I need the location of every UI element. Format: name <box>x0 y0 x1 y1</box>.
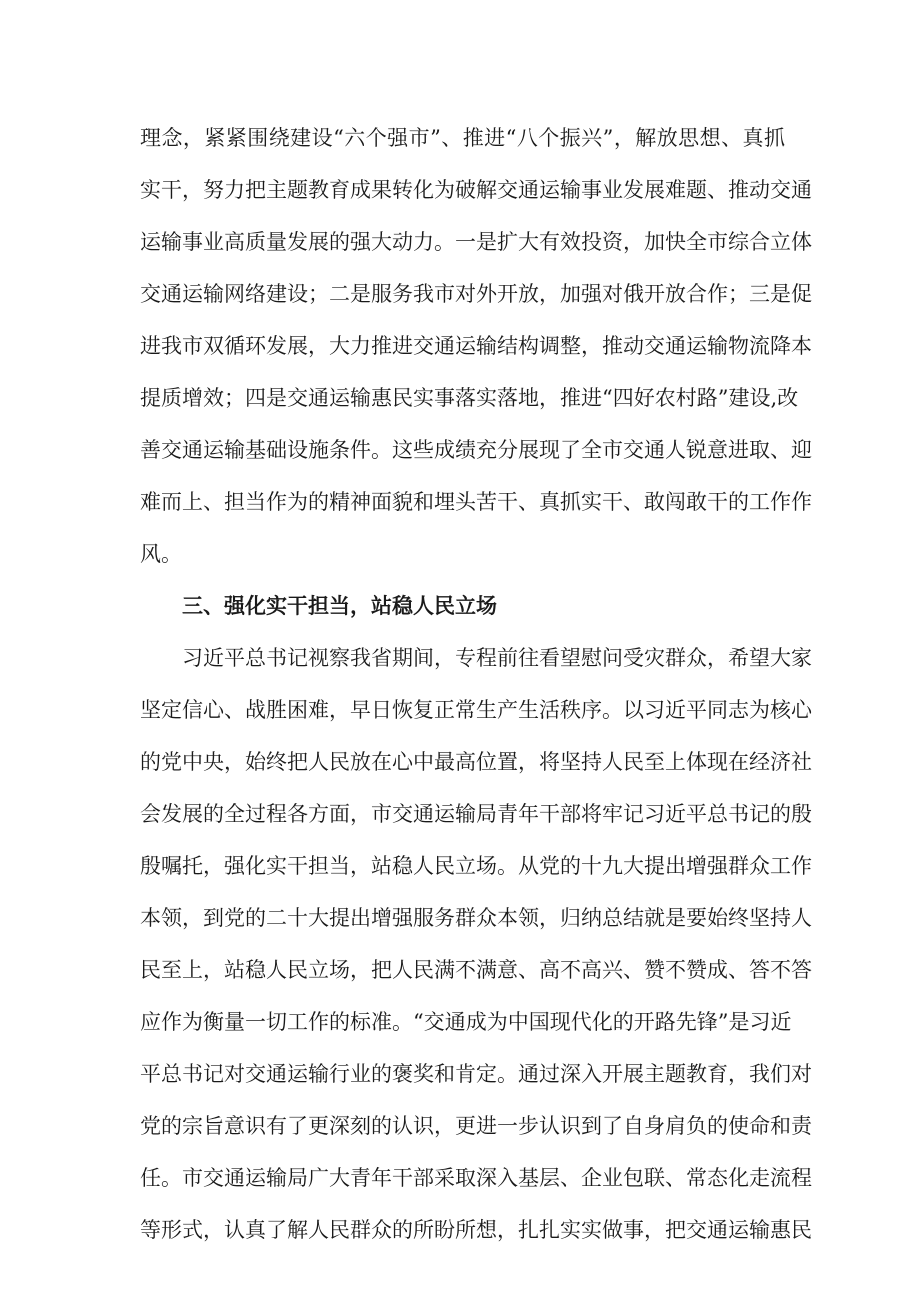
paragraph-line: 等形式，认真了解人民群众的所盼所想，扎扎实实做事，把交通运输惠民 <box>140 1218 812 1242</box>
paragraph-line: 风。 <box>140 542 182 566</box>
paragraph-line: 善交通运输基础设施条件。这些成绩充分展现了全市交通人锐意进取、迎 <box>140 438 812 462</box>
paragraph-line: 党的宗旨意识有了更深刻的认识，更进一步认识到了自身肩负的使命和责 <box>140 1114 812 1138</box>
paragraph-line: 会发展的全过程各方面，市交通运输局青年干部将牢记习近平总书记的殷 <box>140 802 812 826</box>
section-heading: 三、强化实干担当，站稳人民立场 <box>182 593 497 618</box>
paragraph-line: 民至上，站稳人民立场，把人民满不满意、高不高兴、赞不赞成、答不答 <box>140 958 812 982</box>
paragraph-line: 进我市双循环发展，大力推进交通运输结构调整，推动交通运输物流降本 <box>140 334 812 358</box>
paragraph-line: 平总书记对交通运输行业的褒奖和肯定。通过深入开展主题教育，我们对 <box>140 1062 812 1086</box>
paragraph-line: 坚定信心、战胜困难，早日恢复正常生产生活秩序。以习近平同志为核心 <box>140 698 812 722</box>
paragraph-line: 提质增效；四是交通运输惠民实事落实落地，推进“四好农村路”建设,改 <box>140 386 799 410</box>
paragraph-line: 任。市交通运输局广大青年干部采取深入基层、企业包联、常态化走流程 <box>140 1166 812 1190</box>
paragraph-line: 的党中央，始终把人民放在心中最高位置，将坚持人民至上体现在经济社 <box>140 750 812 774</box>
paragraph-line: 本领，到党的二十大提出增强服务群众本领，归纳总结就是要始终坚持人 <box>140 906 812 930</box>
paragraph-line: 理念，紧紧围绕建设“六个强市”、推进“八个振兴”，解放思想、真抓 <box>140 126 785 150</box>
paragraph-line: 运输事业高质量发展的强大动力。一是扩大有效投资，加快全市综合立体 <box>140 230 812 254</box>
paragraph-line: 实干，努力把主题教育成果转化为破解交通运输事业发展难题、推动交通 <box>140 178 812 202</box>
paragraph-line: 殷嘱托，强化实干担当，站稳人民立场。从党的十九大提出增强群众工作 <box>140 854 812 878</box>
paragraph-line: 难而上、担当作为的精神面貌和埋头苦干、真抓实干、敢闯敢干的工作作 <box>140 490 812 514</box>
paragraph-line: 习近平总书记视察我省期间，专程前往看望慰问受灾群众，希望大家 <box>182 646 812 670</box>
paragraph-line: 交通运输网络建设；二是服务我市对外开放，加强对俄开放合作；三是促 <box>140 282 812 306</box>
paragraph-line: 应作为衡量一切工作的标准。“交通成为中国现代化的开路先锋”是习近 <box>140 1010 792 1034</box>
